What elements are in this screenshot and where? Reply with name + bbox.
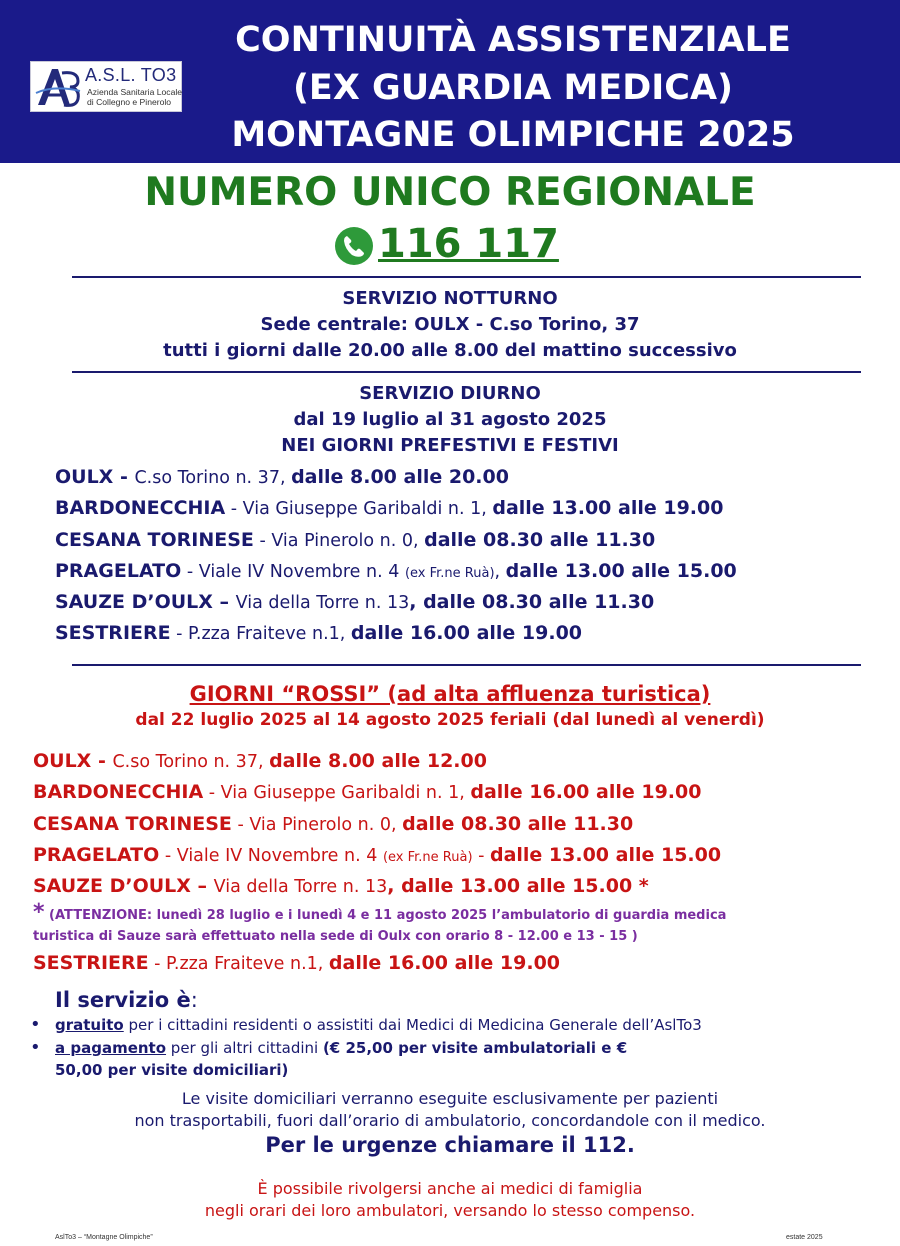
pagamento-label: a pagamento xyxy=(55,1039,167,1057)
address: - P.zza Fraiteve n.1, xyxy=(170,624,351,644)
place-name: SAUZE D’OULX – xyxy=(55,591,236,613)
address: - Via Pinerolo n. 0, xyxy=(253,531,425,551)
rossi-row-sestriere xyxy=(33,952,560,974)
pagamento-prices-2: 50,00 per visite domiciliari) xyxy=(55,1061,289,1079)
pagamento-prices: (€ 25,00 per visite ambulatoriali e € xyxy=(322,1039,628,1057)
place-name: SESTRIERE xyxy=(55,622,171,644)
footer-right: estate 2025 xyxy=(786,1234,823,1241)
rossi-row-sauze xyxy=(33,875,649,897)
hours: dalle 13.00 alle 15.00 xyxy=(505,560,737,582)
header-title-line-1: CONTINUITÀ ASSISTENZIALE xyxy=(235,20,791,60)
rossi-row-cesana xyxy=(33,813,633,835)
place-name: PRAGELATO xyxy=(55,560,182,582)
servizio-colon: : xyxy=(190,988,198,1012)
place-name: SAUZE D’OULX – xyxy=(33,875,214,897)
logo-subtitle xyxy=(87,87,182,107)
header-banner xyxy=(0,0,900,163)
rossi-title: GIORNI “ROSSI” (ad alta affluenza turistica) xyxy=(189,682,711,706)
hours: dalle 16.00 alle 19.00 xyxy=(470,781,702,803)
domiciliari-line-1: Le visite domiciliari verranno eseguite esclusivamente per pazienti xyxy=(181,1089,719,1108)
urgenze-text: Per le urgenze chiamare il 112. xyxy=(265,1133,635,1157)
divider xyxy=(72,276,861,278)
address: - Via Pinerolo n. 0, xyxy=(231,815,403,835)
rossi-row-bardonecchia xyxy=(33,781,701,803)
asl-logo-icon xyxy=(34,65,84,109)
address: C.so Torino n. 37, xyxy=(112,752,270,772)
place-name: OULX - xyxy=(55,466,135,488)
hours: dalle 16.00 alle 19.00 xyxy=(328,952,561,974)
asl-logo xyxy=(30,61,182,112)
phone-number-link[interactable]: 116 117 xyxy=(378,221,559,267)
bullet-icon: • xyxy=(30,1037,41,1058)
diurno-title: SERVIZIO DIURNO xyxy=(359,383,541,404)
hours: dalle 08.30 alle 11.30 xyxy=(424,529,656,551)
servizio-title xyxy=(55,988,198,1012)
diurno-row-pragelato xyxy=(55,560,737,582)
diurno-giorni: NEI GIORNI PREFESTIVI E FESTIVI xyxy=(281,435,619,456)
rossi-periodo: dal 22 luglio 2025 al 14 agosto 2025 feriali (dal lunedì al venerdì) xyxy=(135,710,765,730)
address: Via della Torre n. 13 xyxy=(235,593,410,613)
gratuito-label: gratuito xyxy=(55,1016,124,1034)
gratuito-text: per i cittadini residenti o assistiti dai Medici di Medicina Generale dell’AslTo3 xyxy=(123,1016,702,1034)
divider xyxy=(72,664,861,666)
logo-sub-line-1: Azienda Sanitaria Locale xyxy=(87,87,183,97)
logo-sub-line-2: di Collegno e Pinerolo xyxy=(87,97,172,107)
place-name: CESANA TORINESE xyxy=(55,529,254,551)
servizio-title-text: Il servizio è xyxy=(55,988,191,1012)
place-name: OULX - xyxy=(33,750,113,772)
place-name: BARDONECCHIA xyxy=(33,781,204,803)
place-name: CESANA TORINESE xyxy=(33,813,232,835)
separator: , xyxy=(409,591,424,613)
address: - P.zza Fraiteve n.1, xyxy=(148,954,329,974)
numero-unico-title: NUMERO UNICO REGIONALE xyxy=(144,170,756,215)
famiglia-line-1: È possibile rivolgersi anche ai medici di famiglia xyxy=(257,1179,643,1198)
famiglia-line-2: negli orari dei loro ambulatori, versando lo stesso compenso. xyxy=(204,1201,696,1220)
hours: dalle 13.00 alle 15.00 xyxy=(489,844,722,866)
note-asterisk: * xyxy=(33,900,45,925)
place-name: BARDONECCHIA xyxy=(55,497,226,519)
header-title-line-2: (EX GUARDIA MEDICA) xyxy=(292,68,734,108)
attention-note-line-2: turistica di Sauze sarà effettuato nella sede di Oulx con orario 8 - 12.00 e 13 - 15 ) xyxy=(33,929,638,944)
address-note: (ex Fr.ne Ruà) xyxy=(382,850,473,865)
logo-name: A.S.L. TO3 xyxy=(85,65,177,85)
address: C.so Torino n. 37, xyxy=(134,468,292,488)
diurno-row-cesana xyxy=(55,529,655,551)
diurno-row-sestriere xyxy=(55,622,582,644)
domiciliari-line-2: non trasportabili, fuori dall’orario di ambulatorio, concordandole con il medico. xyxy=(134,1111,766,1130)
hours: dalle 16.00 alle 19.00 xyxy=(350,622,583,644)
address: - Via Giuseppe Garibaldi n. 1, xyxy=(225,499,493,519)
notturno-sede: Sede centrale: OULX - C.so Torino, 37 xyxy=(260,314,640,335)
diurno-row-sauze xyxy=(55,591,654,613)
place-name: PRAGELATO xyxy=(33,844,160,866)
bullet-icon: • xyxy=(30,1014,41,1035)
bullet-text xyxy=(55,1039,627,1057)
hours: dalle 08.30 alle 11.30 xyxy=(423,591,655,613)
address: - Viale IV Novembre n. 4 xyxy=(159,846,383,866)
notturno-title: SERVIZIO NOTTURNO xyxy=(342,288,558,309)
footer-left: AslTo3 – “Montagne Olimpiche” xyxy=(55,1234,153,1241)
separator: , xyxy=(494,562,506,582)
diurno-periodo: dal 19 luglio al 31 agosto 2025 xyxy=(293,409,607,430)
bullet-text xyxy=(55,1016,702,1034)
notturno-orario: tutti i giorni dalle 20.00 alle 8.00 del mattino successivo xyxy=(163,340,737,361)
hours: dalle 8.00 alle 12.00 xyxy=(269,750,487,772)
phone-icon xyxy=(334,226,374,266)
address: - Via Giuseppe Garibaldi n. 1, xyxy=(203,783,471,803)
header-title-line-3: MONTAGNE OLIMPICHE 2025 xyxy=(231,115,795,155)
separator: - xyxy=(472,846,490,866)
hours: dalle 8.00 alle 20.00 xyxy=(291,466,509,488)
address-note: (ex Fr.ne Ruà) xyxy=(404,566,495,581)
attention-note-line-1 xyxy=(33,900,726,925)
divider xyxy=(72,371,861,373)
asterisk: * xyxy=(632,875,649,897)
place-name: SESTRIERE xyxy=(33,952,149,974)
rossi-row-oulx xyxy=(33,750,487,772)
address: Via della Torre n. 13 xyxy=(213,877,388,897)
hours: dalle 13.00 alle 19.00 xyxy=(492,497,724,519)
diurno-row-oulx xyxy=(55,466,509,488)
hours: dalle 08.30 alle 11.30 xyxy=(402,813,634,835)
diurno-row-bardonecchia xyxy=(55,497,723,519)
hours: dalle 13.00 alle 15.00 xyxy=(401,875,633,897)
address: - Viale IV Novembre n. 4 xyxy=(181,562,405,582)
rossi-row-pragelato xyxy=(33,844,721,866)
note-text-1: (ATTENZIONE: lunedì 28 luglio e i lunedì 4 e 11 agosto 2025 l’ambulatorio di guardia medica xyxy=(49,908,727,923)
separator: , xyxy=(387,875,402,897)
pagamento-text: per gli altri cittadini xyxy=(166,1039,323,1057)
